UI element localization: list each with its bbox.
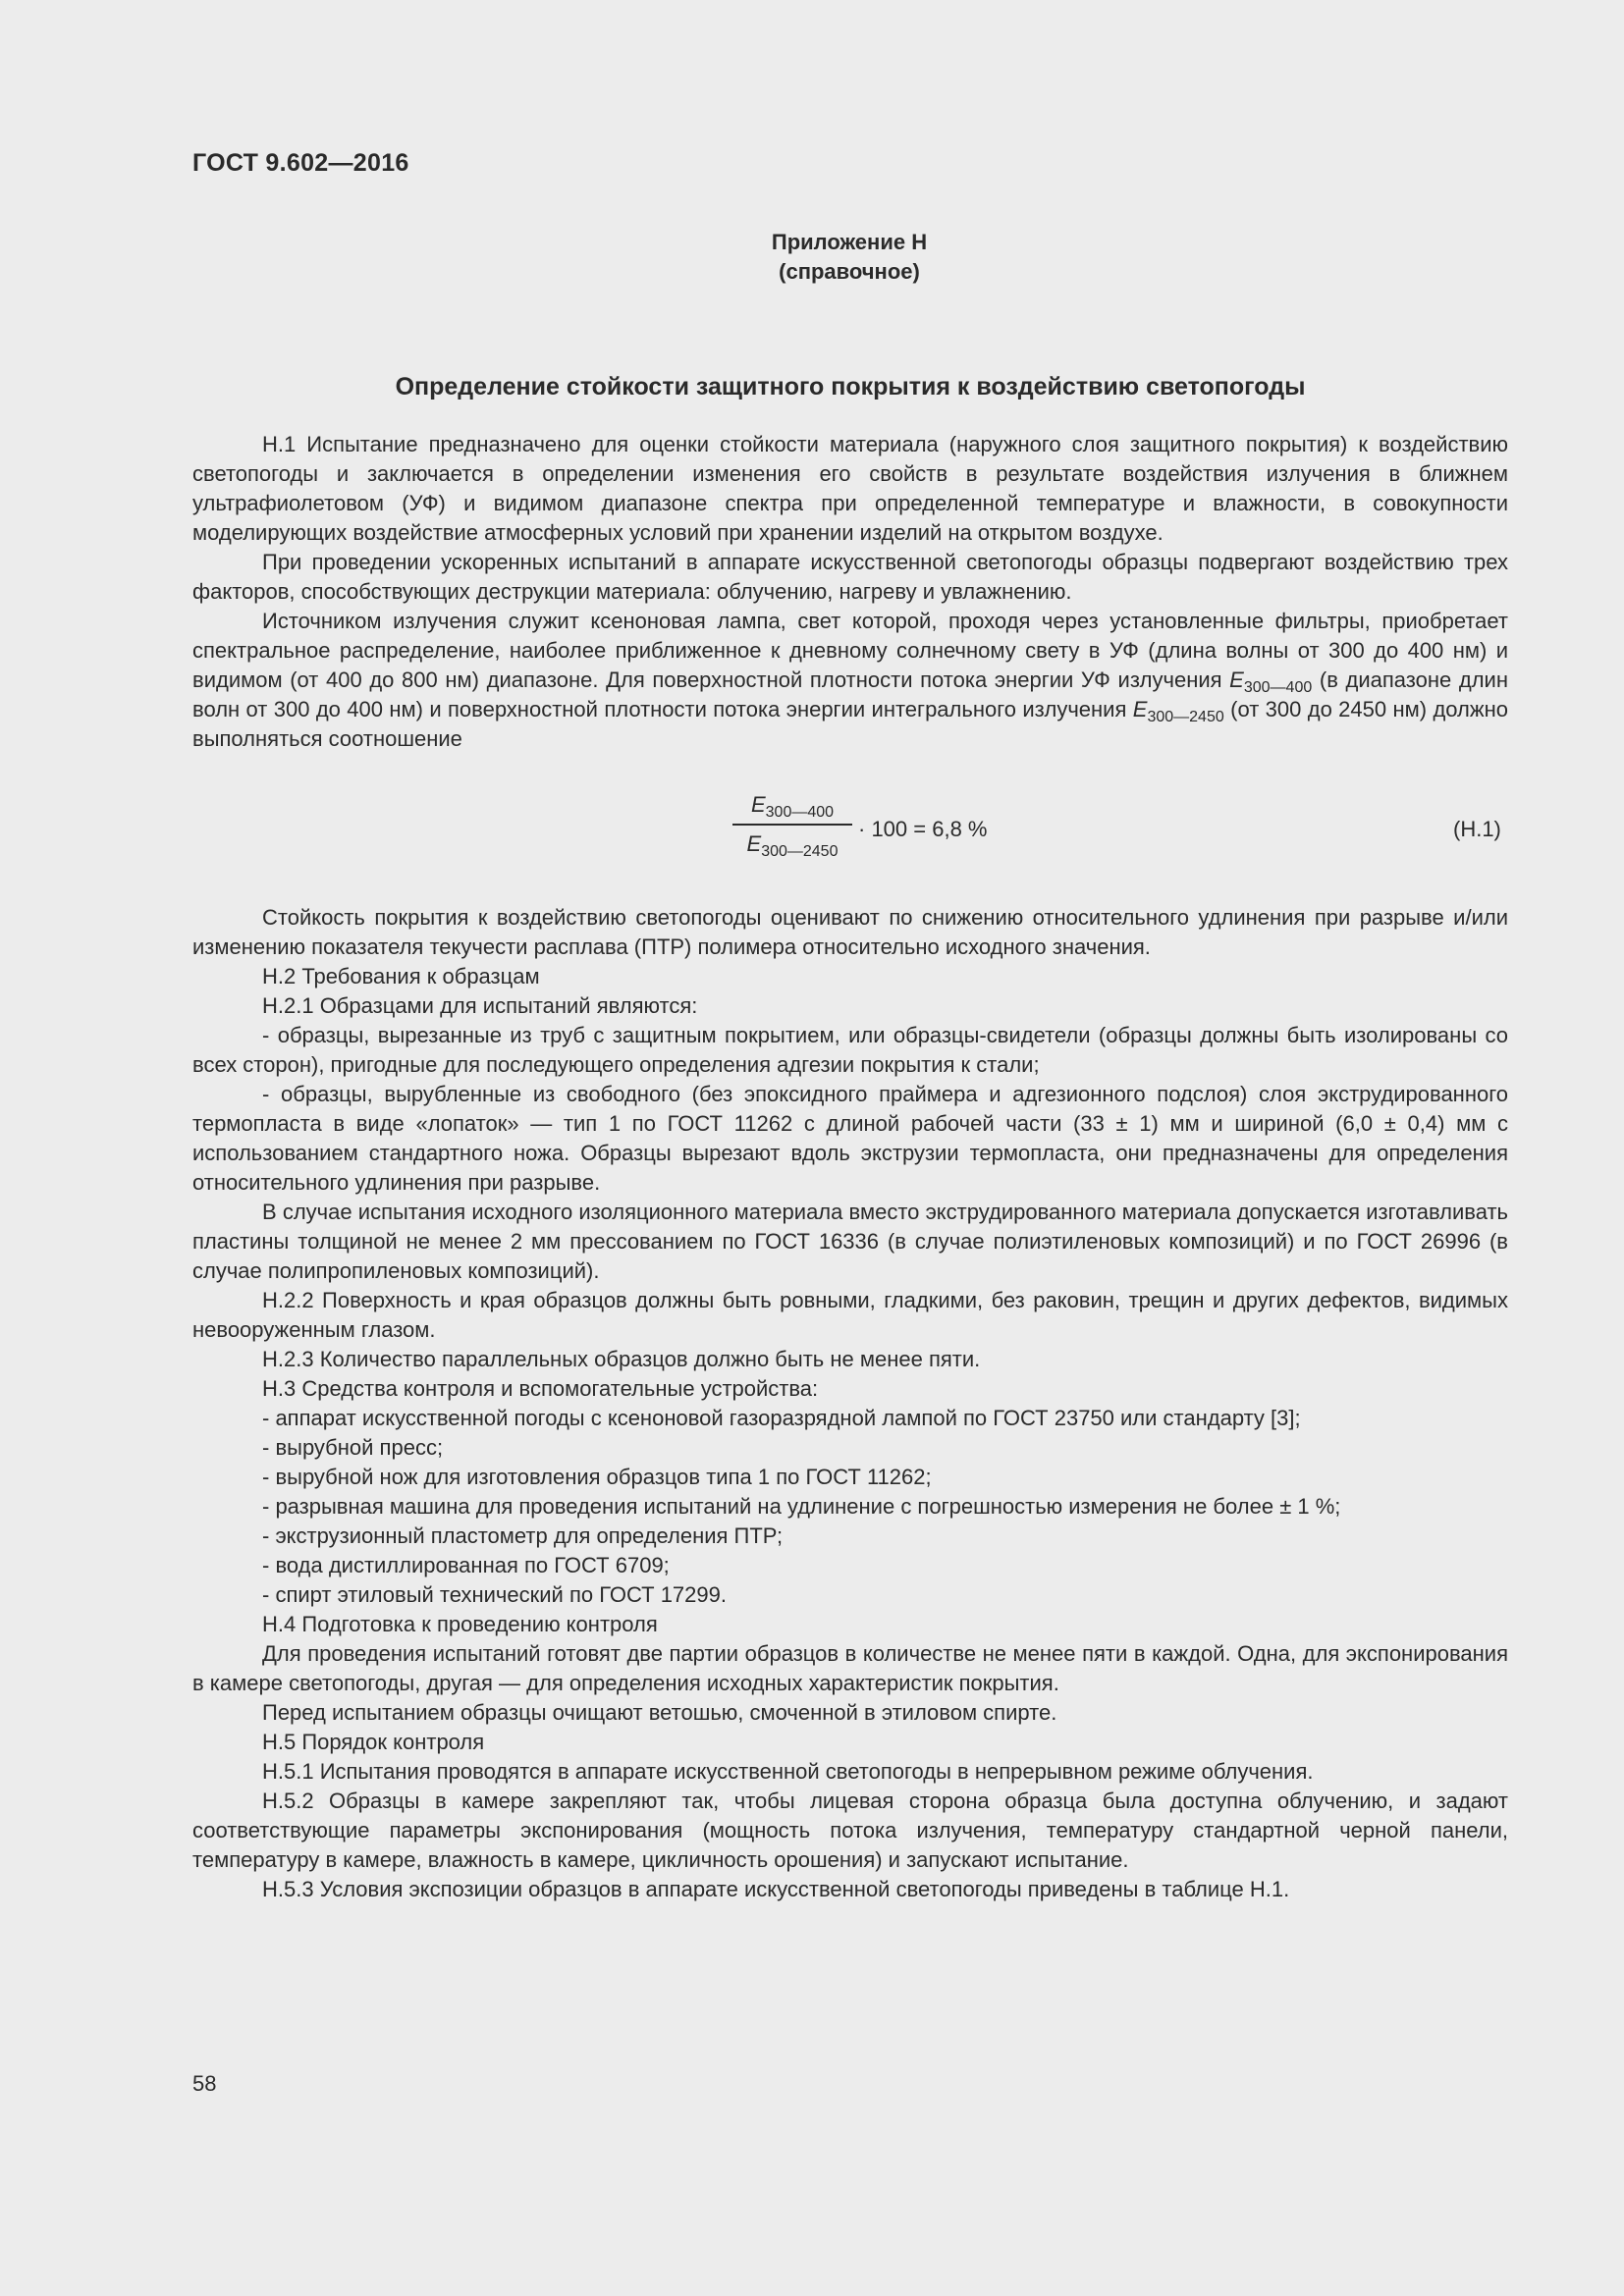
paragraph: Для проведения испытаний готовят две партии образцов в количестве не менее пяти в каждой. Одна, для экспонирования в камере светопогоды, другая — для определения исходных характеристик покрытия. (192, 1641, 1508, 1695)
paragraph-factors: При проведении ускоренных испытаний в аппарате искусственной светопогоды образцы подвергают воздействию трех факторов, способствующих деструкции материала: облучению, нагреву и увлажнению. (192, 550, 1508, 604)
text-run: Источником излучения служит ксеноновая лампа, свет которой, проходя через установленные фильтры, приобретает спектральное распределение, наиболее приближенное к дневному солнечному свету в УФ (длина волны от 300 до 400 нм) и видимом (от 400 до 800 нм) диапазоне. Для поверхностной плотности потока энергии УФ излучения (192, 609, 1508, 692)
paragraph: Перед испытанием образцы очищают ветошью, смоченной в этиловом спирте. (262, 1700, 1057, 1725)
list-item: - вырубной нож для изготовления образцов типа 1 по ГОСТ 11262; (262, 1465, 932, 1489)
paragraph-h1: Н.1 Испытание предназначено для оценки стойкости материала (наружного слоя защитного покрытия) к воздействию светопогоды и заключается в определении изменения его свойств в результате воздействия излучения в ближнем ультрафиолетовом (УФ) и видимом диапазоне спектра при определенной температуре и влажности, в совокупности моделирующих воздействие атмосферных условий при хранении изделий на открытом воздухе. (192, 432, 1508, 545)
symbol-e: E (1229, 667, 1244, 692)
symbol-e: E (750, 792, 766, 817)
appendix-label: Приложение Н (771, 230, 928, 254)
equation-number: (Н.1) (1453, 817, 1501, 841)
text-run: (в диапазоне длин волн от 300 до 400 нм) и поверхностной плотности потока энергии интегрального излучения (192, 667, 1508, 721)
list-item: - экструзионный пластометр для определения ПТР; (262, 1523, 784, 1548)
symbol-e: E (746, 831, 762, 856)
formula-result: · 100 = 6,8 % (858, 817, 988, 841)
appendix-type: (справочное) (779, 259, 920, 284)
subscript-integral: 300—2450 (1147, 709, 1224, 725)
appendix-heading (0, 228, 1624, 287)
paragraph: Н.2.3 Количество параллельных образцов должно быть не менее пяти. (262, 1347, 981, 1371)
subsection-heading: Н.4 Подготовка к проведению контроля (262, 1612, 658, 1636)
main-text (192, 903, 1508, 1904)
subsection-heading: Н.5 Порядок контроля (262, 1730, 485, 1754)
page-number: 58 (192, 2071, 217, 2096)
standard-code: ГОСТ 9.602—2016 (192, 149, 409, 177)
list-item: - разрывная машина для проведения испытаний на удлинение с погрешностью измерения не более ± 1 %; (262, 1494, 1341, 1519)
subsection-heading: Н.2 Требования к образцам (262, 964, 540, 988)
fraction-denominator (741, 826, 844, 859)
list-item: - вырубной пресс; (262, 1435, 444, 1460)
subsection-heading: Н.3 Средства контроля и вспомогательные устройства: (262, 1376, 819, 1401)
section-title: Определение стойкости защитного покрытия к воздействию светопогоды (395, 373, 1306, 400)
paragraph: Н.2.2 Поверхность и края образцов должны быть ровными, гладкими, без раковин, трещин и других дефектов, видимых невооруженным глазом. (192, 1288, 1508, 1342)
intro-text (192, 430, 1508, 754)
paragraph-source (192, 607, 1508, 754)
paragraph: Н.5.2 Образцы в камере закрепляют так, чтобы лицевая сторона образца была доступна облучению, и задают соответствующие параметры экспонирования (мощность потока излучения, температуру стандартной черной панели, температуру в камере, влажность в камере, цикличность орошения) и запускают испытание. (192, 1789, 1508, 1872)
paragraph: Н.5.3 Условия экспозиции образцов в аппарате искусственной светопогоды приведены в таблице Н.1. (262, 1877, 1290, 1901)
list-item: - образцы, вырезанные из труб с защитным покрытием, или образцы-свидетели (образцы должны быть изолированы со всех сторон), пригодные для последующего определения адгезии покрытия к стали; (192, 1023, 1508, 1077)
paragraph: Н.5.1 Испытания проводятся в аппарате искусственной светопогоды в непрерывном режиме облучения. (262, 1759, 1314, 1784)
subscript-uv: 300—400 (1243, 679, 1313, 696)
fraction-numerator (745, 790, 839, 824)
paragraph: В случае испытания исходного изоляционного материала вместо экструдированного материала допускается изготавливать пластины толщиной не менее 2 мм прессованием по ГОСТ 16336 (в случае полиэтиленовых композиций) и по ГОСТ 26996 (в случае полипропиленовых композиций). (192, 1200, 1508, 1283)
subscript: 300—400 (765, 804, 835, 821)
subscript: 300—2450 (761, 843, 839, 860)
text-run: (от 300 до 2450 нм) должно выполняться соотношение (192, 697, 1508, 751)
list-item: - спирт этиловый технический по ГОСТ 17299. (262, 1582, 727, 1607)
paragraph: Н.2.1 Образцами для испытаний являются: (262, 993, 698, 1018)
formula-h1 (0, 790, 1624, 879)
symbol-e: E (1132, 697, 1148, 721)
list-item: - образцы, вырубленные из свободного (без эпоксидного праймера и адгезионного подслоя) слоя экструдированного термопласта в виде «лопаток» — тип 1 по ГОСТ 11262 с длиной рабочей части (33 ± 1) мм и шириной (6,0 ± 0,4) мм с использованием стандартного ножа. Образцы вырезают вдоль экструзии термопласта, они предназначены для определения относительного удлинения при разрыве. (192, 1082, 1508, 1195)
list-item: - аппарат искусственной погоды с ксеноновой газоразрядной лампой по ГОСТ 23750 или стандарту [3]; (262, 1406, 1301, 1430)
paragraph: Стойкость покрытия к воздействию светопогоды оценивают по снижению относительного удлинения при разрыве и/или изменению показателя текучести расплава (ПТР) полимера относительно исходного значения. (192, 905, 1508, 959)
list-item: - вода дистиллированная по ГОСТ 6709; (262, 1553, 670, 1577)
fraction (732, 790, 852, 859)
